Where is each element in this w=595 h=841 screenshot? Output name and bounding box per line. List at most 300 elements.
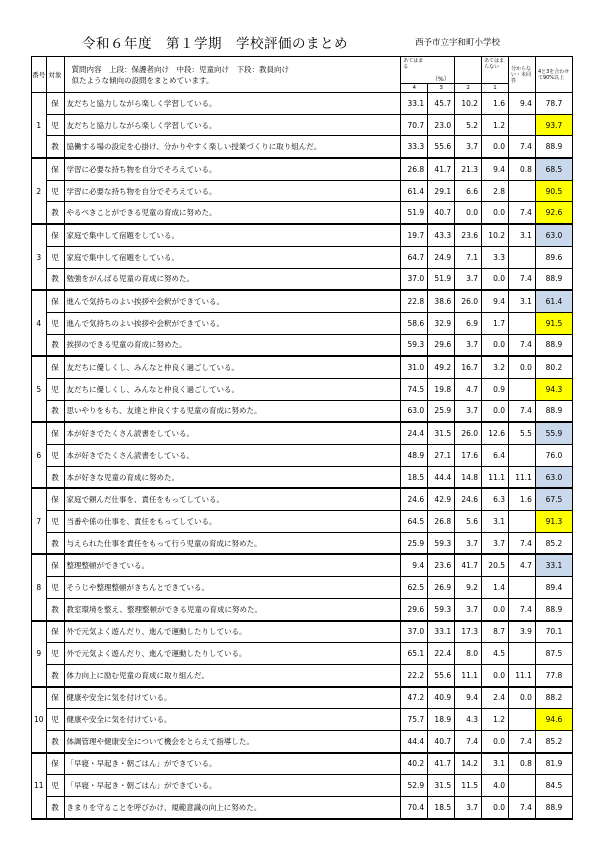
question-cell: 本が好きな児童の育成に努めた。 bbox=[64, 466, 401, 488]
sum-cell: 92.6 bbox=[535, 202, 572, 224]
target-cell: 保 bbox=[46, 93, 64, 115]
value-cell: 14.8 bbox=[455, 466, 482, 488]
value-cell: 44.4 bbox=[401, 730, 428, 752]
value-cell: 40.7 bbox=[428, 730, 455, 752]
table-body bbox=[32, 93, 573, 819]
value-cell: 33.1 bbox=[428, 621, 455, 643]
value-cell: 9.4 bbox=[455, 687, 482, 709]
value-cell: 7.4 bbox=[509, 268, 536, 290]
value-cell: 1.7 bbox=[482, 312, 509, 334]
table-row bbox=[32, 290, 573, 312]
target-cell: 教 bbox=[46, 664, 64, 686]
value-cell: 31.5 bbox=[428, 775, 455, 797]
question-number: 1 bbox=[32, 93, 47, 159]
value-cell: 70.4 bbox=[401, 797, 428, 819]
target-cell: 教 bbox=[46, 268, 64, 290]
header-col-sum: 4と3を合わせて90%以上 bbox=[535, 57, 572, 93]
target-cell: 教 bbox=[46, 598, 64, 620]
sum-cell: 88.9 bbox=[535, 598, 572, 620]
value-cell: 4.7 bbox=[455, 378, 482, 400]
question-cell: 健康や安全に気を付けている。 bbox=[64, 687, 401, 709]
question-number: 2 bbox=[32, 158, 47, 224]
value-cell: 7.4 bbox=[509, 730, 536, 752]
value-cell: 7.4 bbox=[509, 400, 536, 422]
header-col-agree: あてはまる bbox=[401, 57, 428, 84]
table-row bbox=[32, 334, 573, 356]
value-cell: 4.3 bbox=[455, 709, 482, 731]
value-cell: 16.7 bbox=[455, 356, 482, 378]
table-row bbox=[32, 621, 573, 643]
table-row bbox=[32, 598, 573, 620]
question-cell: 体調管理や健康安全について機会をとらえて指導した。 bbox=[64, 730, 401, 752]
value-cell: 12.6 bbox=[482, 422, 509, 444]
value-cell: 19.7 bbox=[401, 224, 428, 246]
question-cell: 学習に必要な持ち物を自分でそろえている。 bbox=[64, 180, 401, 202]
sum-cell: 88.9 bbox=[535, 400, 572, 422]
question-number: 7 bbox=[32, 488, 47, 554]
value-cell: 11.1 bbox=[509, 466, 536, 488]
value-cell: 3.7 bbox=[455, 334, 482, 356]
value-cell: 2.4 bbox=[482, 687, 509, 709]
question-number: 9 bbox=[32, 621, 47, 687]
value-cell: 48.9 bbox=[401, 445, 428, 467]
table-row bbox=[32, 445, 573, 467]
value-cell: 38.6 bbox=[428, 290, 455, 312]
scale-3: 3 bbox=[428, 84, 455, 93]
table-row bbox=[32, 577, 573, 599]
value-cell: 10.2 bbox=[482, 224, 509, 246]
question-cell: 進んで気持ちのよい挨拶や会釈ができている。 bbox=[64, 312, 401, 334]
header-content bbox=[64, 57, 401, 93]
table-row bbox=[32, 378, 573, 400]
value-cell: 24.9 bbox=[428, 246, 455, 268]
header-col-unknown: 分からない・未回答 bbox=[509, 57, 536, 93]
value-cell: 7.4 bbox=[509, 202, 536, 224]
sum-cell: 55.9 bbox=[535, 422, 572, 444]
question-number: 4 bbox=[32, 290, 47, 356]
question-number: 10 bbox=[32, 687, 47, 753]
sum-cell: 61.4 bbox=[535, 290, 572, 312]
target-cell: 保 bbox=[46, 224, 64, 246]
value-cell: 31.5 bbox=[428, 422, 455, 444]
question-cell: 本が好きでたくさん読書をしている。 bbox=[64, 445, 401, 467]
value-cell: 26.8 bbox=[401, 158, 428, 180]
value-cell: 42.9 bbox=[428, 488, 455, 510]
sum-cell: 90.5 bbox=[535, 180, 572, 202]
question-cell: 「早寝・早起き・朝ごはん」ができている。 bbox=[64, 775, 401, 797]
table-row bbox=[32, 422, 573, 444]
value-cell: 63.0 bbox=[401, 400, 428, 422]
target-cell: 教 bbox=[46, 400, 64, 422]
value-cell: 0.8 bbox=[509, 158, 536, 180]
question-cell: やるべきことができる児童の育成に努めた。 bbox=[64, 202, 401, 224]
table-row bbox=[32, 180, 573, 202]
value-cell bbox=[509, 312, 536, 334]
sum-cell: 88.9 bbox=[535, 268, 572, 290]
value-cell: 41.7 bbox=[428, 753, 455, 775]
value-cell: 52.9 bbox=[401, 775, 428, 797]
question-cell: 健康や安全に気を付けている。 bbox=[64, 709, 401, 731]
value-cell: 7.4 bbox=[509, 598, 536, 620]
value-cell bbox=[509, 378, 536, 400]
table-row bbox=[32, 554, 573, 576]
table-row bbox=[32, 643, 573, 665]
target-cell: 児 bbox=[46, 180, 64, 202]
value-cell: 55.6 bbox=[428, 664, 455, 686]
value-cell: 59.3 bbox=[428, 598, 455, 620]
sum-cell: 91.3 bbox=[535, 511, 572, 533]
value-cell: 27.1 bbox=[428, 445, 455, 467]
sum-cell: 88.2 bbox=[535, 687, 572, 709]
sum-cell: 78.7 bbox=[535, 93, 572, 115]
question-cell: 教室環境を整え、整理整頓ができる児童の育成に努めた。 bbox=[64, 598, 401, 620]
value-cell: 22.2 bbox=[401, 664, 428, 686]
table-row bbox=[32, 797, 573, 819]
value-cell: 29.6 bbox=[401, 598, 428, 620]
value-cell: 2.8 bbox=[482, 180, 509, 202]
target-cell: 保 bbox=[46, 488, 64, 510]
value-cell: 3.1 bbox=[482, 753, 509, 775]
question-number: 5 bbox=[32, 356, 47, 422]
value-cell: 40.2 bbox=[401, 753, 428, 775]
value-cell: 3.7 bbox=[455, 268, 482, 290]
question-number: 11 bbox=[32, 753, 47, 819]
value-cell: 11.1 bbox=[509, 664, 536, 686]
sum-cell: 94.3 bbox=[535, 378, 572, 400]
value-cell: 62.5 bbox=[401, 577, 428, 599]
value-cell: 4.7 bbox=[509, 554, 536, 576]
value-cell: 1.6 bbox=[482, 93, 509, 115]
value-cell: 8.7 bbox=[482, 621, 509, 643]
table-row bbox=[32, 202, 573, 224]
sum-cell: 88.9 bbox=[535, 334, 572, 356]
question-cell: 勉強をがんばる児童の育成に努めた。 bbox=[64, 268, 401, 290]
target-cell: 児 bbox=[46, 378, 64, 400]
target-cell: 教 bbox=[46, 466, 64, 488]
question-cell: きまりを守ることを呼びかけ、規範意識の向上に努めた。 bbox=[64, 797, 401, 819]
question-cell: 進んで気持ちのよい挨拶や会釈ができている。 bbox=[64, 290, 401, 312]
value-cell: 74.5 bbox=[401, 378, 428, 400]
scale-2: 2 bbox=[455, 84, 482, 93]
value-cell: 26.0 bbox=[455, 290, 482, 312]
sum-cell: 33.1 bbox=[535, 554, 572, 576]
value-cell bbox=[509, 709, 536, 731]
value-cell: 17.6 bbox=[455, 445, 482, 467]
target-cell: 教 bbox=[46, 334, 64, 356]
value-cell: 7.4 bbox=[509, 532, 536, 554]
target-cell: 児 bbox=[46, 709, 64, 731]
value-cell: 4.0 bbox=[482, 775, 509, 797]
table-row bbox=[32, 312, 573, 334]
target-cell: 児 bbox=[46, 445, 64, 467]
header-content-line1: 質問内容 上段：保護者向け 中段：児童向け 下段：教員向け bbox=[71, 64, 290, 74]
table-row bbox=[32, 775, 573, 797]
value-cell: 3.1 bbox=[509, 290, 536, 312]
school-name: 西予市立宇和町小学校 bbox=[415, 38, 501, 48]
value-cell: 10.2 bbox=[455, 93, 482, 115]
target-cell: 児 bbox=[46, 775, 64, 797]
target-cell: 保 bbox=[46, 356, 64, 378]
value-cell: 1.6 bbox=[509, 488, 536, 510]
question-cell: 本が好きでたくさん読書をしている。 bbox=[64, 422, 401, 444]
value-cell: 3.7 bbox=[455, 797, 482, 819]
table-row bbox=[32, 488, 573, 510]
value-cell: 3.2 bbox=[482, 356, 509, 378]
value-cell: 70.7 bbox=[401, 114, 428, 136]
value-cell: 33.3 bbox=[401, 136, 428, 158]
value-cell: 22.8 bbox=[401, 290, 428, 312]
table-row bbox=[32, 224, 573, 246]
value-cell: 3.1 bbox=[482, 511, 509, 533]
value-cell: 0.9 bbox=[482, 378, 509, 400]
sum-cell: 68.5 bbox=[535, 158, 572, 180]
value-cell: 18.5 bbox=[428, 797, 455, 819]
value-cell: 7.4 bbox=[509, 334, 536, 356]
value-cell: 25.9 bbox=[401, 532, 428, 554]
value-cell: 0.0 bbox=[455, 202, 482, 224]
value-cell: 45.7 bbox=[428, 93, 455, 115]
table-row bbox=[32, 400, 573, 422]
value-cell: 29.6 bbox=[428, 334, 455, 356]
target-cell: 児 bbox=[46, 643, 64, 665]
value-cell: 61.4 bbox=[401, 180, 428, 202]
target-cell: 教 bbox=[46, 136, 64, 158]
value-cell: 14.2 bbox=[455, 753, 482, 775]
question-cell: 「早寝・早起き・朝ごはん」ができている。 bbox=[64, 753, 401, 775]
value-cell: 17.3 bbox=[455, 621, 482, 643]
value-cell: 40.9 bbox=[428, 687, 455, 709]
sum-cell: 89.4 bbox=[535, 577, 572, 599]
value-cell: 0.0 bbox=[482, 202, 509, 224]
sum-cell: 85.2 bbox=[535, 532, 572, 554]
value-cell: 3.7 bbox=[455, 532, 482, 554]
value-cell: 44.4 bbox=[428, 466, 455, 488]
target-cell: 保 bbox=[46, 158, 64, 180]
sum-cell: 91.5 bbox=[535, 312, 572, 334]
value-cell: 7.1 bbox=[455, 246, 482, 268]
value-cell: 58.6 bbox=[401, 312, 428, 334]
target-cell: 保 bbox=[46, 554, 64, 576]
value-cell: 47.2 bbox=[401, 687, 428, 709]
value-cell: 0.0 bbox=[482, 797, 509, 819]
question-number: 3 bbox=[32, 224, 47, 290]
table-row bbox=[32, 246, 573, 268]
target-cell: 教 bbox=[46, 730, 64, 752]
value-cell: 23.0 bbox=[428, 114, 455, 136]
value-cell: 0.0 bbox=[482, 136, 509, 158]
question-cell: 協働する場の設定を心掛け、分かりやすく楽しい授業づくりに取り組んだ。 bbox=[64, 136, 401, 158]
table-row bbox=[32, 687, 573, 709]
value-cell: 75.7 bbox=[401, 709, 428, 731]
value-cell: 26.8 bbox=[428, 511, 455, 533]
value-cell: 5.5 bbox=[509, 422, 536, 444]
value-cell: 3.7 bbox=[455, 136, 482, 158]
table-row bbox=[32, 356, 573, 378]
value-cell: 43.3 bbox=[428, 224, 455, 246]
value-cell: 18.9 bbox=[428, 709, 455, 731]
table-row bbox=[32, 93, 573, 115]
value-cell: 59.3 bbox=[401, 334, 428, 356]
value-cell bbox=[509, 577, 536, 599]
value-cell: 26.9 bbox=[428, 577, 455, 599]
value-cell: 64.7 bbox=[401, 246, 428, 268]
sum-cell: 94.6 bbox=[535, 709, 572, 731]
sum-cell: 81.9 bbox=[535, 753, 572, 775]
value-cell: 51.9 bbox=[401, 202, 428, 224]
value-cell: 20.5 bbox=[482, 554, 509, 576]
value-cell: 0.0 bbox=[509, 687, 536, 709]
scale-1: 1 bbox=[482, 84, 509, 93]
evaluation-table bbox=[31, 56, 573, 820]
question-cell: 思いやりをもち、友達と仲良くする児童の育成に努めた。 bbox=[64, 400, 401, 422]
sum-cell: 63.0 bbox=[535, 224, 572, 246]
question-cell: そうじや整理整頓がきちんとできている。 bbox=[64, 577, 401, 599]
table-row bbox=[32, 158, 573, 180]
target-cell: 保 bbox=[46, 422, 64, 444]
target-cell: 教 bbox=[46, 202, 64, 224]
sum-cell: 70.1 bbox=[535, 621, 572, 643]
value-cell bbox=[509, 511, 536, 533]
value-cell: 0.0 bbox=[482, 400, 509, 422]
value-cell: 0.8 bbox=[509, 753, 536, 775]
question-cell: 友だちに優しくし、みんなと仲良く過ごしている。 bbox=[64, 356, 401, 378]
question-cell: 友だちと協力しながら楽しく学習している。 bbox=[64, 114, 401, 136]
value-cell: 40.7 bbox=[428, 202, 455, 224]
table-row bbox=[32, 268, 573, 290]
target-cell: 児 bbox=[46, 312, 64, 334]
value-cell: 0.0 bbox=[482, 334, 509, 356]
value-cell: 1.4 bbox=[482, 577, 509, 599]
value-cell: 64.5 bbox=[401, 511, 428, 533]
question-cell: 家庭で頼んだ仕事を、責任をもってしている。 bbox=[64, 488, 401, 510]
value-cell: 65.1 bbox=[401, 643, 428, 665]
value-cell: 8.0 bbox=[455, 643, 482, 665]
value-cell: 11.1 bbox=[482, 466, 509, 488]
value-cell: 24.6 bbox=[401, 488, 428, 510]
sum-cell: 63.0 bbox=[535, 466, 572, 488]
value-cell bbox=[509, 643, 536, 665]
target-cell: 児 bbox=[46, 577, 64, 599]
value-cell: 4.5 bbox=[482, 643, 509, 665]
table-row bbox=[32, 532, 573, 554]
question-cell: 外で元気よく遊んだり、進んで運動したりしている。 bbox=[64, 643, 401, 665]
value-cell: 18.5 bbox=[401, 466, 428, 488]
table-row bbox=[32, 753, 573, 775]
sum-cell: 93.7 bbox=[535, 114, 572, 136]
sum-cell: 89.6 bbox=[535, 246, 572, 268]
page-title: 令和６年度 第１学期 学校評価のまとめ bbox=[82, 36, 348, 52]
value-cell: 7.4 bbox=[455, 730, 482, 752]
value-cell bbox=[509, 246, 536, 268]
question-cell: 挨拶のできる児童の育成に努めた。 bbox=[64, 334, 401, 356]
value-cell: 37.0 bbox=[401, 268, 428, 290]
table-row bbox=[32, 466, 573, 488]
question-cell: 友だちと協力しながら楽しく学習している。 bbox=[64, 93, 401, 115]
value-cell: 9.4 bbox=[509, 93, 536, 115]
value-cell: 33.1 bbox=[401, 93, 428, 115]
value-cell: 3.1 bbox=[509, 224, 536, 246]
question-cell: 家庭で集中して宿題をしている。 bbox=[64, 246, 401, 268]
sum-cell: 80.2 bbox=[535, 356, 572, 378]
header-content-line2: 似たような傾向の設問をまとめています。 bbox=[71, 75, 214, 85]
table-row bbox=[32, 664, 573, 686]
target-cell: 保 bbox=[46, 621, 64, 643]
value-cell: 41.7 bbox=[428, 158, 455, 180]
value-cell: 6.9 bbox=[455, 312, 482, 334]
value-cell bbox=[509, 775, 536, 797]
value-cell: 37.0 bbox=[401, 621, 428, 643]
value-cell: 25.9 bbox=[428, 400, 455, 422]
value-cell: 55.6 bbox=[428, 136, 455, 158]
value-cell: 9.4 bbox=[482, 290, 509, 312]
value-cell: 0.0 bbox=[482, 664, 509, 686]
target-cell: 教 bbox=[46, 797, 64, 819]
value-cell: 23.6 bbox=[428, 554, 455, 576]
sum-cell: 76.0 bbox=[535, 445, 572, 467]
value-cell: 23.6 bbox=[455, 224, 482, 246]
question-cell: 外で元気よく遊んだり、進んで運動したりしている。 bbox=[64, 621, 401, 643]
value-cell: 7.4 bbox=[509, 797, 536, 819]
value-cell: 3.9 bbox=[509, 621, 536, 643]
table-row bbox=[32, 709, 573, 731]
value-cell: 31.0 bbox=[401, 356, 428, 378]
target-cell: 保 bbox=[46, 687, 64, 709]
question-number: 8 bbox=[32, 554, 47, 620]
value-cell: 9.2 bbox=[455, 577, 482, 599]
question-number: 6 bbox=[32, 422, 47, 488]
header-col-disagree: あてはまらない bbox=[482, 57, 509, 84]
table-row bbox=[32, 114, 573, 136]
value-cell: 0.0 bbox=[482, 268, 509, 290]
question-cell: 学習に必要な持ち物を自分でそろえている。 bbox=[64, 158, 401, 180]
value-cell: 6.4 bbox=[482, 445, 509, 467]
question-cell: 家庭で集中して宿題をしている。 bbox=[64, 224, 401, 246]
value-cell: 0.0 bbox=[482, 730, 509, 752]
value-cell: 9.4 bbox=[482, 158, 509, 180]
question-cell: 友だちに優しくし、みんなと仲良く過ごしている。 bbox=[64, 378, 401, 400]
value-cell: 29.1 bbox=[428, 180, 455, 202]
value-cell: 5.6 bbox=[455, 511, 482, 533]
target-cell: 教 bbox=[46, 532, 64, 554]
value-cell bbox=[509, 114, 536, 136]
question-cell: 与えられた仕事を責任をもって行う児童の育成に努めた。 bbox=[64, 532, 401, 554]
value-cell: 41.7 bbox=[455, 554, 482, 576]
header-row bbox=[32, 57, 573, 84]
value-cell bbox=[509, 445, 536, 467]
sum-cell: 85.2 bbox=[535, 730, 572, 752]
value-cell: 6.6 bbox=[455, 180, 482, 202]
value-cell: 5.2 bbox=[455, 114, 482, 136]
value-cell: 49.2 bbox=[428, 356, 455, 378]
value-cell: 3.7 bbox=[482, 532, 509, 554]
value-cell: 0.0 bbox=[482, 598, 509, 620]
sum-cell: 84.5 bbox=[535, 775, 572, 797]
sum-cell: 77.8 bbox=[535, 664, 572, 686]
value-cell: 26.0 bbox=[455, 422, 482, 444]
value-cell: 7.4 bbox=[509, 136, 536, 158]
header-no: 番号 bbox=[32, 57, 47, 93]
table-row bbox=[32, 511, 573, 533]
value-cell: 3.7 bbox=[455, 400, 482, 422]
target-cell: 児 bbox=[46, 511, 64, 533]
value-cell: 22.4 bbox=[428, 643, 455, 665]
value-cell: 1.2 bbox=[482, 114, 509, 136]
header-unit: （%） bbox=[428, 57, 455, 84]
header-col-2 bbox=[455, 57, 482, 84]
value-cell: 32.9 bbox=[428, 312, 455, 334]
value-cell: 0.0 bbox=[509, 356, 536, 378]
sum-cell: 88.9 bbox=[535, 136, 572, 158]
